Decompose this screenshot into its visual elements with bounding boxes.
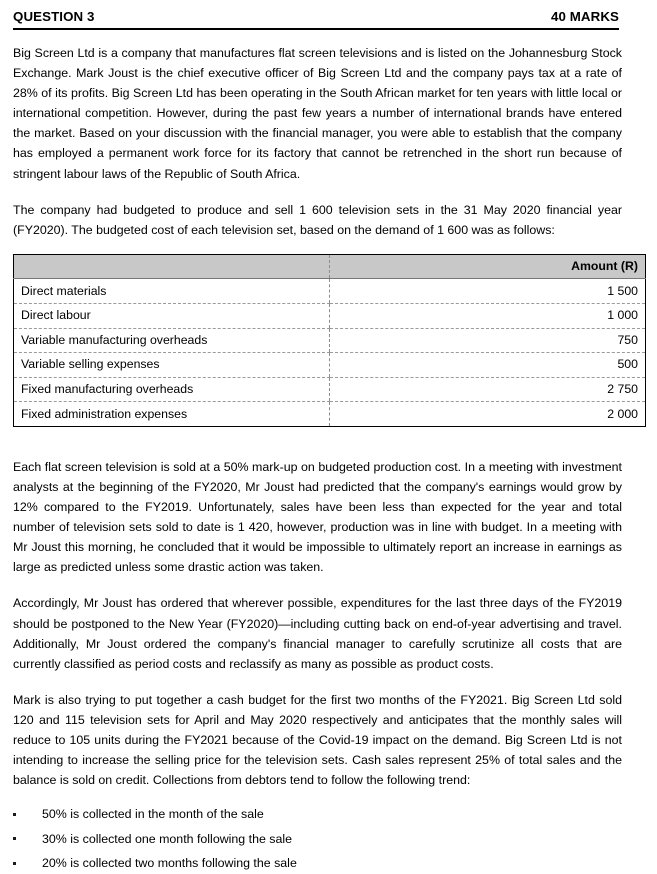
- marks-label: 40 MARKS: [550, 9, 619, 24]
- paragraph-cash-budget: Mark is also trying to put together a cash budget for the first two months of the FY2021. Big Screen Ltd sold 120 and 115 television sets for April and May 2020 respectively and anticipates that the monthly sales will reduce to 105 units during the FY2021 because of the Covid-19 impact on the demand. Big Screen Ltd is not intending to increase the selling price for the television sets. Cash sales represent 25% of total sales and the balance is sold on credit. Collections from debtors tend to follow the following trend:: [13, 692, 622, 788]
- paragraph-company-background: Big Screen Ltd is a company that manufactures flat screen televisions and is listed on the Johannesburg Stock Exchange. Mark Joust is the chief executive officer of Big Screen Ltd and the company pays tax at a rate of 28% of its profits. Big Screen Ltd has been operating in the South African market for ten years with little local or international competition. However, during the past few years a number of international brands have entered the market. Based on your discussion with the financial manager, you were able to establish that the company has employed a permanent work force for its factory that cannot be retrenched in the short run because of stringent labour laws of the Republic of South Africa.: [13, 46, 622, 181]
- list-item: [13, 804, 644, 824]
- question-number-label: QUESTION 3: [13, 9, 95, 24]
- table-body: [14, 279, 646, 426]
- table-row: [14, 279, 646, 304]
- table-header: [14, 254, 646, 279]
- list-item-label: 30% is collected one month following the sale: [42, 831, 293, 846]
- table-row: [14, 328, 646, 353]
- collection-trend-list: [13, 804, 644, 873]
- cost-item-label: Direct labour: [14, 304, 330, 329]
- budgeted-cost-table: [13, 254, 646, 427]
- column-header-amount: Amount (R): [330, 254, 646, 279]
- cost-item-amount: 750: [330, 328, 646, 353]
- cost-item-label: Fixed manufacturing overheads: [14, 377, 330, 402]
- paragraph-expenditure-deferral: Accordingly, Mr Joust has ordered that wherever possible, expenditures for the last three days of the FY2019 should be postponed to the New Year (FY2020)—including cutting back on end-of-year advertising and travel. Additionally, Mr Joust ordered the company's financial manager to carefully scrutinize all costs that are currently classified as period costs and reclassify as many as possible as product costs.: [13, 596, 622, 671]
- header-divider: [13, 28, 619, 30]
- table-header-row: [14, 254, 646, 279]
- table-row: [14, 353, 646, 378]
- cost-item-label: Variable selling expenses: [14, 353, 330, 378]
- question-header: [13, 0, 644, 24]
- cost-item-amount: 1 500: [330, 279, 646, 304]
- cost-item-amount: 500: [330, 353, 646, 378]
- paragraph-budget-intro: The company had budgeted to produce and sell 1 600 television sets in the 31 May 2020 financial year (FY2020). The budgeted cost of each television set, based on the demand of 1 600 was as follows:: [13, 202, 622, 237]
- bullet-icon: [13, 813, 16, 816]
- list-item-label: 50% is collected in the month of the sale: [42, 807, 264, 822]
- cost-item-label: Fixed administration expenses: [21, 406, 188, 421]
- cost-item-label: Variable manufacturing overheads: [14, 328, 330, 353]
- table-row: [14, 304, 646, 329]
- cost-item-amount: 2 000: [330, 402, 646, 427]
- table-row: [14, 377, 646, 402]
- bullet-icon: [13, 837, 16, 840]
- bullet-icon: [13, 862, 16, 865]
- cost-item-amount: 2 750: [330, 377, 646, 402]
- column-header-item: [14, 254, 330, 279]
- paragraph-markup-earnings: Each flat screen television is sold at a 50% mark-up on budgeted production cost. In a meeting with investment analysts at the beginning of the FY2020, Mr Joust had predicted that the company's earnings would grow by 12% compared to the FY2019. Unfortunately, sales have been less than expected for the year and total number of television sets sold to date is 1 420, however, production was in line with budget. In a meeting with Mr Joust this morning, he concluded that it would be impossible to ultimately report an increase in earnings as large as predicted unless some drastic action was taken.: [13, 459, 622, 575]
- cost-item-label: Direct materials: [14, 279, 330, 304]
- list-item-label: 20% is collected two months following the sale: [42, 856, 297, 871]
- list-item: [13, 853, 644, 873]
- cost-item-amount: 1 000: [330, 304, 646, 329]
- list-item: [13, 829, 644, 849]
- table-row: [14, 402, 646, 427]
